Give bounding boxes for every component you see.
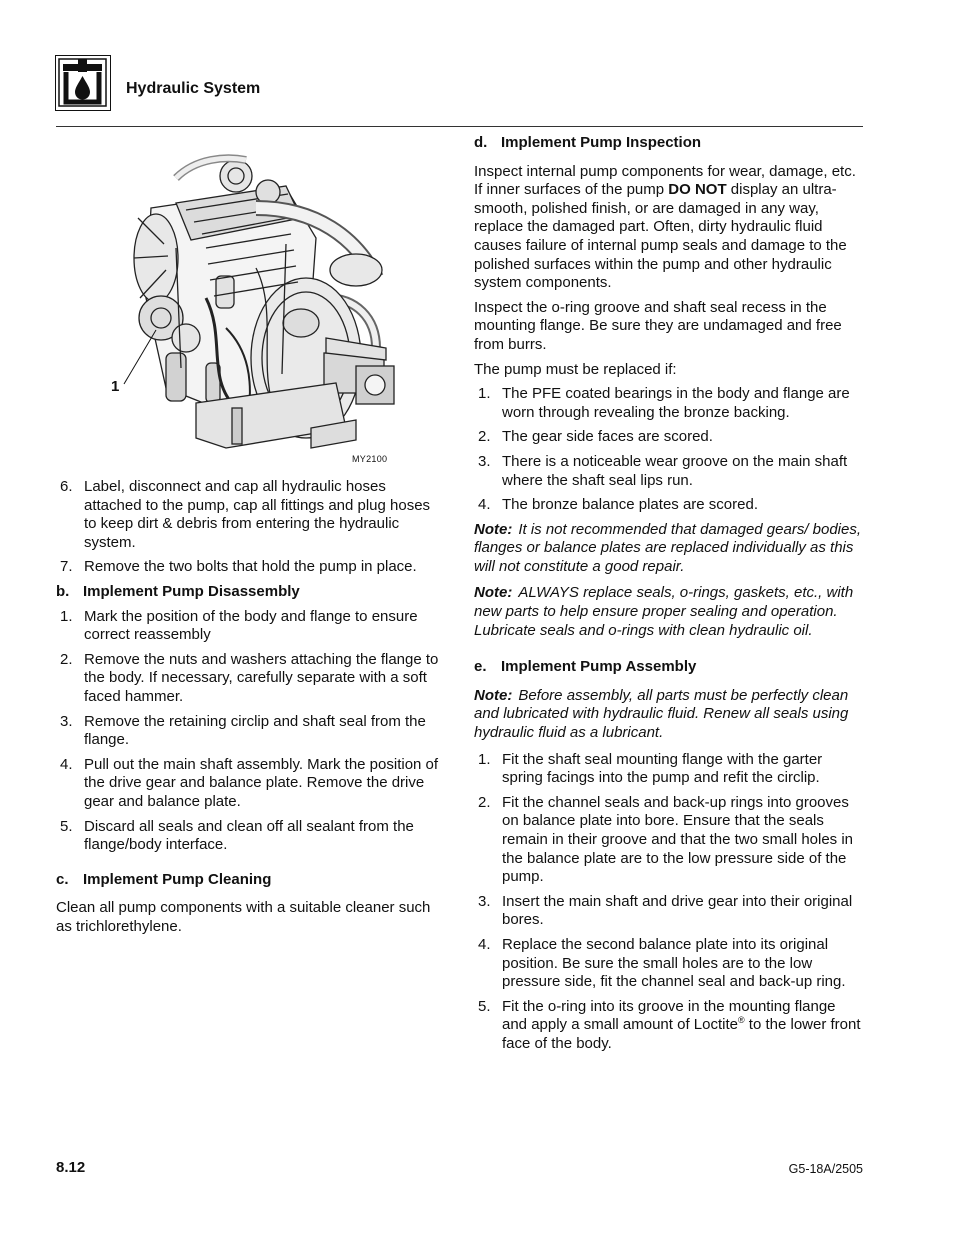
list-item: 3. Insert the main shaft and drive gear into their original bores. [478, 892, 853, 929]
right-column [474, 134, 864, 1060]
engine-figure [56, 148, 444, 478]
figure-id: MY2100 [352, 454, 388, 464]
list-item: 7. Remove the two bolts that hold the pump in place. [60, 558, 417, 576]
note-repair: Note: It is not recommended that damaged gears/ bodies, flanges or balance plates are replaced individually as this will not constitute a good repair. [474, 520, 862, 575]
list-item: 5. Discard all seals and clean off all sealant from the flange/body interface. [60, 817, 414, 854]
list-item: 3. Remove the retaining circlip and shaft seal from the flange. [60, 712, 426, 749]
inspection-paragraph-1: Inspect internal pump components for wear, damage, etc. If inner surfaces of the pump DO NOT display an ultra-smooth, polished finish, or are damaged in any way, replace the damaged part. Often, dirty hydraulic fluid causes failure of internal pump seals and damage to the polished surfaces within the pump and other hydraulic system components. [474, 162, 856, 292]
page-number: 8.12 [56, 1159, 86, 1176]
cleaning-paragraph: Clean all pump components with a suitable cleaner such as trichlorethylene. [56, 899, 431, 935]
section-title: Hydraulic System [126, 80, 261, 97]
document-number: G5-18A/2505 [788, 1162, 863, 1176]
heading-assembly: e. Implement Pump Assembly [474, 658, 697, 676]
list-item: 4. Replace the second balance plate into its original position. Be sure the small holes are to the low pressure side, fit the channel seal and back-up ring. [478, 935, 846, 991]
list-item: 2. The gear side faces are scored. [478, 428, 713, 446]
list-item: 4. Pull out the main shaft assembly. Mark the position of the drive gear and balance plate. Remove the drive gear and balance plate. [60, 755, 439, 810]
heading-inspection: d. Implement Pump Inspection [474, 134, 702, 151]
replacement-criteria-list [474, 385, 864, 515]
assembly-steps-list [474, 751, 864, 1054]
note-seals: Note: ALWAYS replace seals, o-rings, gaskets, etc., with new parts to help ensure proper sealing and operation. Lubricate seals and o-rings with clean hydraulic oil. [474, 584, 854, 639]
disassembly-steps-list [56, 608, 444, 855]
header-divider [56, 126, 863, 127]
list-item: 3. There is a noticeable wear groove on the main shaft where the shaft seal lips run. [478, 452, 848, 489]
note-assembly: Note: Before assembly, all parts must be perfectly clean and lubricated with hydraulic fluid. Renew all seals using hydraulic fluid as a lubricant. [474, 686, 849, 742]
figure-callout-1: 1 [111, 378, 120, 395]
list-item: 2. Fit the channel seals and back-up rings into grooves on balance plate into bore. Ensure that the seals remain in their groove and that the two small holes in the balance plate are to the low pressure side of the pump. [478, 793, 854, 886]
inspection-paragraph-3: The pump must be replaced if: [474, 360, 677, 378]
engine-illustration [56, 148, 444, 468]
inspection-paragraph-2: Inspect the o-ring groove and shaft seal recess in the mounting flange. Be sure they are undamaged and free from burrs. [474, 298, 842, 353]
heading-cleaning: c. Implement Pump Cleaning [56, 870, 272, 888]
list-item: 1. Mark the position of the body and flange to ensure correct reassembly [60, 607, 418, 644]
list-item: 1. The PFE coated bearings in the body and flange are worn through revealing the bronze backing. [478, 385, 850, 421]
list-item: 6. Label, disconnect and cap all hydraulic hoses attached to the pump, cap all fittings and plug hoses to keep dirt & debris from entering the hydraulic system. [60, 478, 431, 551]
left-column [56, 148, 444, 942]
heading-disassembly: b. Implement Pump Disassembly [56, 582, 300, 600]
list-item: 2. Remove the nuts and washers attaching the flange to the body. If necessary, carefully separate with a soft faced hammer. [60, 650, 439, 705]
list-item: 4. The bronze balance plates are scored. [478, 496, 758, 514]
list-item: 1. Fit the shaft seal mounting flange with the garter spring facings into the pump and refit the circlip. [478, 750, 823, 787]
removal-steps-list [56, 478, 444, 577]
list-item: 5. Fit the o-ring into its groove in the mounting flange and apply a small amount of Loctite® to the lower front face of the body. [478, 997, 861, 1052]
hydraulic-drop-icon [55, 55, 111, 111]
